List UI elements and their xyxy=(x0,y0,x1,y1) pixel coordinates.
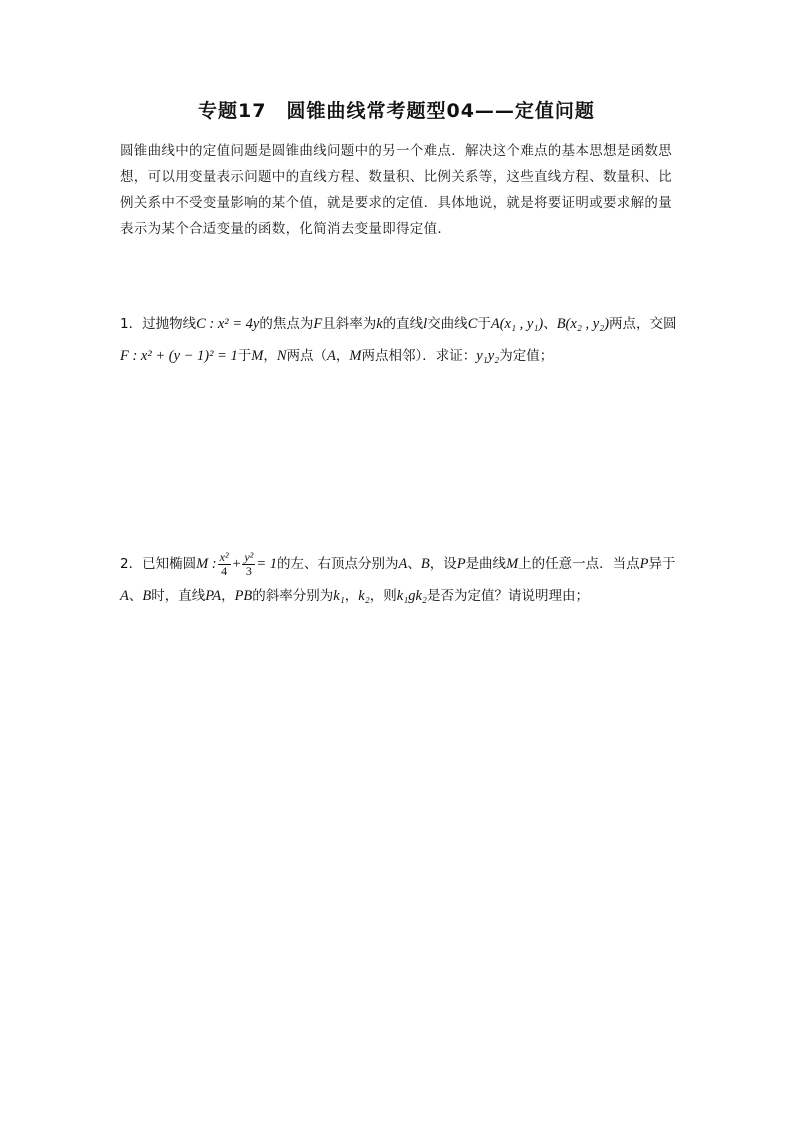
problem-number: 2． xyxy=(120,556,143,572)
fraction-x2-over-4: $\frac{\text{x²}}{4}$ xyxy=(219,549,229,578)
intro-paragraph: 圆锥曲线中的定值问题是圆锥曲线问题中的另一个难点．解决这个难点的基本思想是函数思想，可以用变量表示问题中的直线方程、数量积、比例关系等，这些直线方程、数量积、比例关系中不受变量影响的某个值，就是要求的定值．具体地说，就是将要证明或要求解的量表示为某个合适变量的函数，化简消去变量即得定值． xyxy=(120,143,672,237)
page-title: 专题17 圆锥曲线常考题型04——定值问题 xyxy=(198,100,595,122)
problem-1: 1．过抛物线C : x² = 4y的焦点为F且斜率为k的直线l交曲线C于A(x₁ , y₁)、B(x₂ , y₂)两点，交圆F : x² + (y − 1)² = 1于M，N两点（A，M两点相邻）．求证：y₁y₂为定值； xyxy=(120,316,677,364)
problem-number: 1． xyxy=(120,316,143,332)
fraction-y2-over-3: $\frac{\text{y²}}{3}$ xyxy=(244,549,254,578)
math-expression: C : x² = 4y xyxy=(196,316,260,332)
problem-2: 2．已知椭圆M : $\frac{\text{x²}}{4}$ + $\frac{\text{y²}}{3}$ = 1的左、右顶点分别为A、B，设P是曲线M上的任意一点．当点P异于A、B时，直线PA，PB的斜率分别为k₁，k₂，则k₁gk₂是否为定值？请说明理由； xyxy=(120,549,676,604)
